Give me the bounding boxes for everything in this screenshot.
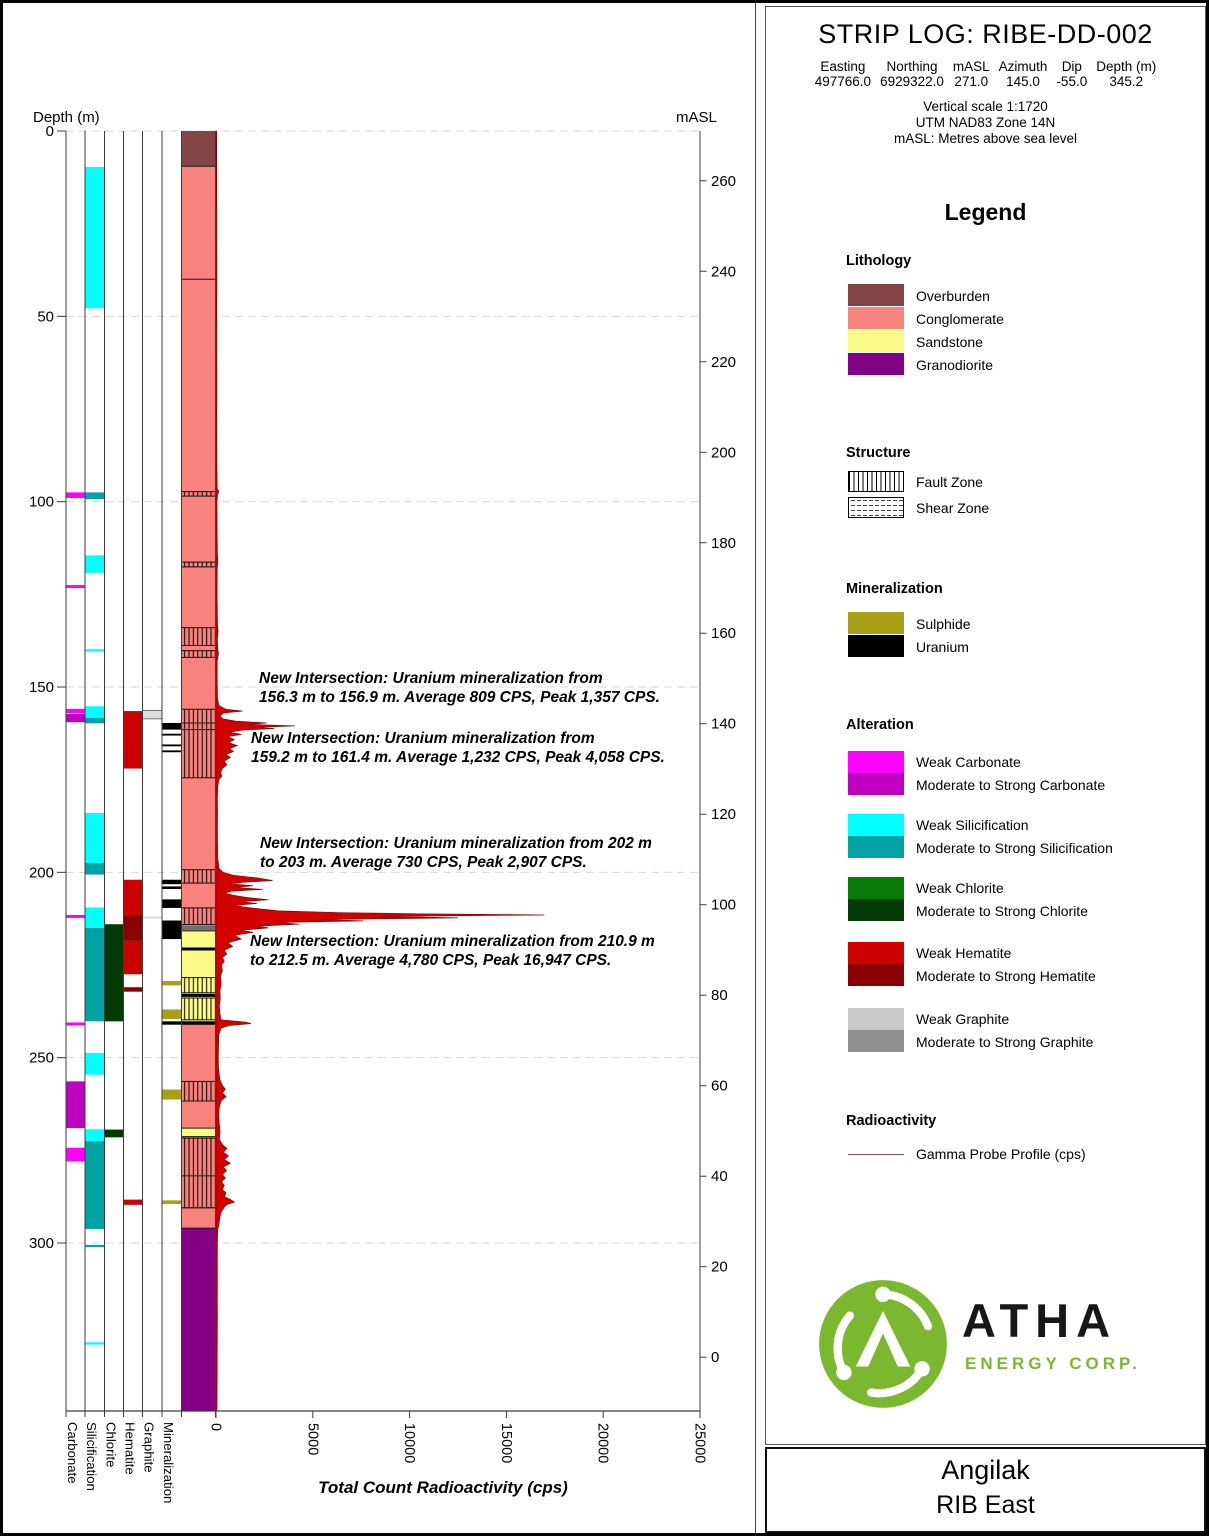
silicification-interval-weak bbox=[85, 555, 105, 572]
lith-interval-conglomerate bbox=[182, 1022, 216, 1128]
silicification-interval-weak bbox=[85, 649, 105, 651]
hematite-interval-weak bbox=[124, 1200, 143, 1205]
cps-tick-label: 15000 bbox=[497, 1423, 514, 1464]
legend-section-radioactivity: Radioactivity bbox=[846, 1113, 937, 1129]
silicification-interval-weak bbox=[85, 1053, 105, 1075]
annotation-line: New Intersection: Uranium mineralization from bbox=[251, 730, 595, 747]
track-label-chlorite: Chlorite bbox=[103, 1422, 119, 1468]
mineralization-interval-uranium bbox=[162, 880, 182, 884]
track-label-mineralization: Mineralization bbox=[161, 1422, 176, 1504]
swatch-weak-chlorite bbox=[848, 877, 904, 899]
project-name: Angilak bbox=[941, 1455, 1030, 1485]
swatch-weak-graphite bbox=[848, 1008, 904, 1030]
gamma-line-swatch bbox=[848, 1154, 904, 1155]
masl-tick-label: 20 bbox=[711, 1258, 728, 1276]
masl-tick-label: 80 bbox=[711, 987, 728, 1005]
silicification-interval-weak bbox=[85, 706, 105, 717]
fault-zone-overlay bbox=[182, 1081, 216, 1101]
silicification-interval-weak bbox=[85, 1342, 105, 1344]
lith-interval-sandstone bbox=[182, 1128, 216, 1137]
track-label-hematite: Hematite bbox=[122, 1422, 138, 1475]
carbonate-interval-weak bbox=[66, 1022, 85, 1025]
annotation-line: to 212.5 m. Average 4,780 CPS, Peak 16,947 CPS. bbox=[250, 952, 612, 969]
label-strong-carbonate: Moderate to Strong Carbonate bbox=[916, 777, 1106, 793]
label-weak-chlorite: Weak Chlorite bbox=[916, 880, 1004, 896]
masl-tick-label: 220 bbox=[711, 353, 737, 371]
hematite-interval-moderate bbox=[124, 987, 143, 991]
mineralization-interval-uranium bbox=[162, 1021, 182, 1024]
silicification-interval-moderate bbox=[85, 718, 105, 724]
field-label: Depth (m) bbox=[1096, 59, 1157, 74]
lith-interval-conglomerate bbox=[182, 166, 216, 931]
gamma-probe-profile bbox=[216, 131, 544, 1411]
mineralization-interval-uranium bbox=[162, 899, 182, 908]
brand-name: ATHA bbox=[962, 1294, 1118, 1347]
annotation-line: 159.2 m to 161.4 m. Average 1,232 CPS, Peak 4,058 CPS. bbox=[251, 749, 665, 766]
legend-panel bbox=[765, 6, 1206, 1445]
annotation-line: New Intersection: Uranium mineralization from 202 m bbox=[260, 835, 652, 852]
mineralization-interval-uranium bbox=[162, 886, 182, 889]
carbonate-interval-weak bbox=[66, 492, 85, 498]
legend-pair-hematite bbox=[766, 942, 1205, 986]
collar-info bbox=[766, 59, 1205, 89]
carbonate-interval-weak bbox=[66, 709, 85, 713]
legend-pair-chlorite bbox=[766, 877, 1205, 921]
depth-tick-label: 100 bbox=[28, 493, 54, 511]
annotation-line: to 203 m. Average 730 CPS, Peak 2,907 CPS. bbox=[260, 854, 587, 871]
silicification-interval-moderate bbox=[85, 863, 105, 874]
label-gamma-probe: Gamma Probe Profile (cps) bbox=[916, 1146, 1086, 1162]
legend-section-mineralization: Mineralization bbox=[846, 581, 943, 597]
label-weak-hematite: Weak Hematite bbox=[916, 945, 1012, 961]
annotation-intersection-3 bbox=[260, 834, 740, 872]
label-strong-hematite: Moderate to Strong Hematite bbox=[916, 968, 1096, 984]
swatch-conglomerate bbox=[848, 307, 904, 329]
masl-tick-label: 60 bbox=[711, 1077, 728, 1095]
hematite-interval-weak bbox=[124, 711, 143, 768]
swatch-shear-zone bbox=[848, 497, 904, 518]
silicification-interval-weak bbox=[85, 908, 105, 928]
legend-section-alteration: Alteration bbox=[846, 717, 914, 733]
masl-tick-label: 160 bbox=[711, 625, 737, 643]
label-conglomerate: Conglomerate bbox=[916, 311, 1004, 327]
masl-tick-label: 200 bbox=[711, 444, 737, 462]
atha-logo-icon bbox=[812, 1273, 954, 1415]
brand-subtitle: ENERGY CORP. bbox=[965, 1354, 1141, 1373]
carbonate-interval-weak bbox=[66, 585, 85, 588]
silicification-interval-moderate bbox=[85, 492, 105, 499]
legend-section-lithology: Lithology bbox=[846, 253, 912, 269]
hematite-interval-weak bbox=[124, 941, 143, 974]
swatch-strong-chlorite bbox=[848, 899, 904, 921]
depth-axis-title: Depth (m) bbox=[33, 109, 100, 126]
swatch-strong-carbonate bbox=[848, 773, 904, 795]
depth-tick-label: 200 bbox=[28, 864, 54, 882]
mineralization-interval-uranium bbox=[162, 734, 182, 736]
legend-section-structure: Structure bbox=[846, 445, 911, 461]
track-label-silicification: Silicification bbox=[84, 1422, 99, 1491]
fault-zone-overlay bbox=[182, 978, 216, 993]
track-label-graphite: Graphite bbox=[141, 1422, 157, 1473]
label-strong-graphite: Moderate to Strong Graphite bbox=[916, 1034, 1094, 1050]
annotation-line: New Intersection: Uranium mineralization from 210.9 m bbox=[250, 933, 655, 950]
masl-tick-label: 180 bbox=[711, 534, 737, 552]
lith-interval-granodiorite bbox=[182, 1228, 216, 1410]
mineralization-interval-sulphide bbox=[162, 1090, 182, 1100]
swatch-strong-graphite bbox=[848, 1030, 904, 1052]
mineralization-interval-uranium bbox=[162, 921, 182, 940]
chlorite-interval-moderate bbox=[105, 1130, 124, 1138]
mineralization-interval-uranium bbox=[162, 750, 182, 752]
cps-tick-label: 20000 bbox=[594, 1423, 611, 1464]
swatch-fault-zone bbox=[848, 471, 904, 492]
masl-tick-label: 260 bbox=[711, 172, 737, 190]
field-value: 271.0 bbox=[954, 74, 989, 89]
note-masl: mASL: Metres above sea level bbox=[893, 131, 1078, 146]
masl-axis-title: mASL bbox=[676, 109, 717, 126]
masl-tick-label: 0 bbox=[711, 1349, 720, 1367]
carbonate-interval-weak bbox=[66, 915, 85, 918]
page-title: STRIP LOG: RIBE-DD-002 bbox=[818, 19, 1153, 49]
label-weak-graphite: Weak Graphite bbox=[916, 1011, 1010, 1027]
field-label: Azimuth bbox=[998, 59, 1048, 74]
masl-tick-label: 40 bbox=[711, 1168, 728, 1186]
label-weak-carbonate: Weak Carbonate bbox=[916, 754, 1021, 770]
annotation-intersection-2 bbox=[251, 729, 731, 767]
fault-zone-overlay bbox=[182, 562, 216, 567]
label-uranium: Uranium bbox=[916, 639, 969, 655]
swatch-overburden bbox=[848, 284, 904, 306]
label-strong-silicification: Moderate to Strong Silicification bbox=[916, 840, 1113, 856]
cps-tick-label: 10000 bbox=[401, 1423, 418, 1464]
swatch-weak-silicification bbox=[848, 814, 904, 836]
silicification-interval-weak bbox=[85, 813, 105, 863]
mineralization-interval-uranium bbox=[162, 744, 182, 746]
carbonate-interval-weak bbox=[66, 1148, 85, 1162]
silicification-interval-moderate bbox=[85, 1245, 105, 1247]
legend-pair-silicification bbox=[766, 814, 1205, 858]
field-value: 497766.0 bbox=[814, 74, 872, 89]
masl-tick-label: 140 bbox=[711, 715, 737, 733]
hematite-interval-moderate bbox=[124, 915, 143, 941]
label-weak-silicification: Weak Silicification bbox=[916, 817, 1029, 833]
cps-tick-label: 0 bbox=[207, 1423, 224, 1432]
depth-tick-label: 150 bbox=[28, 679, 54, 697]
masl-tick-label: 100 bbox=[711, 896, 737, 914]
legend-title: Legend bbox=[944, 199, 1027, 225]
annotation-intersection-1 bbox=[259, 669, 739, 707]
note-scale: Vertical scale 1:1720 bbox=[923, 99, 1048, 114]
graphite-interval-weak bbox=[143, 710, 163, 719]
panel-divider bbox=[755, 3, 756, 1533]
annotation-line: New Intersection: Uranium mineralization from bbox=[259, 670, 603, 687]
depth-tick-label: 250 bbox=[28, 1049, 54, 1067]
label-sulphide: Sulphide bbox=[916, 616, 971, 632]
label-overburden: Overburden bbox=[916, 288, 990, 304]
mineralization-interval-sulphide bbox=[162, 981, 182, 985]
fault-zone-overlay bbox=[182, 998, 216, 1020]
fault-zone-overlay bbox=[182, 870, 216, 883]
swatch-sulphide bbox=[848, 612, 904, 634]
depth-tick-label: 50 bbox=[37, 308, 54, 326]
label-granodiorite: Granodiorite bbox=[916, 357, 994, 373]
fault-zone-overlay bbox=[182, 628, 216, 646]
silicification-interval-moderate bbox=[85, 1141, 105, 1229]
swatch-strong-hematite bbox=[848, 964, 904, 986]
title-block bbox=[765, 1447, 1206, 1533]
track-label-carbonate: Carbonate bbox=[65, 1422, 80, 1484]
silicification-interval-weak bbox=[85, 167, 105, 308]
silicification-interval-moderate bbox=[85, 928, 105, 1021]
field-label: mASL bbox=[952, 59, 990, 74]
mineralization-interval-uranium bbox=[162, 723, 182, 730]
label-strong-chlorite: Moderate to Strong Chlorite bbox=[916, 903, 1088, 919]
lith-gray-band bbox=[182, 926, 216, 930]
note-datum: UTM NAD83 Zone 14N bbox=[915, 115, 1056, 130]
annotation-line: 156.3 m to 156.9 m. Average 809 CPS, Peak 1,357 CPS. bbox=[259, 689, 660, 706]
map-notes bbox=[766, 99, 1205, 147]
legend-pair-graphite bbox=[766, 1008, 1205, 1052]
fault-zone-overlay bbox=[182, 1138, 216, 1208]
cps-axis-title: Total Count Radioactivity (cps) bbox=[318, 1478, 568, 1497]
label-sandstone: Sandstone bbox=[916, 334, 983, 350]
field-value: 145.0 bbox=[1006, 74, 1040, 89]
fault-zone-overlay bbox=[182, 651, 216, 658]
silicification-interval-weak bbox=[85, 1129, 105, 1141]
carbonate-interval-moderate bbox=[66, 714, 85, 722]
fault-zone-overlay bbox=[182, 709, 216, 778]
swatch-granodiorite bbox=[848, 353, 904, 375]
hematite-interval-weak bbox=[124, 880, 143, 915]
field-value: 6929322.0 bbox=[880, 74, 944, 89]
swatch-weak-hematite bbox=[848, 942, 904, 964]
field-value: 345.2 bbox=[1109, 74, 1144, 89]
depth-tick-label: 0 bbox=[45, 123, 54, 140]
strip-log-chart bbox=[3, 3, 755, 1536]
fault-zone-overlay bbox=[182, 492, 216, 496]
swatch-weak-carbonate bbox=[848, 751, 904, 773]
field-label: Easting bbox=[820, 59, 866, 74]
masl-tick-label: 240 bbox=[711, 263, 737, 281]
swatch-sandstone bbox=[848, 330, 904, 352]
fault-zone-overlay bbox=[182, 908, 216, 925]
carbonate-interval-moderate bbox=[66, 1081, 85, 1128]
mineralization-interval-sulphide bbox=[162, 1009, 182, 1019]
depth-tick-label: 300 bbox=[28, 1235, 54, 1253]
label-shear-zone: Shear Zone bbox=[916, 500, 990, 516]
cps-tick-label: 5000 bbox=[304, 1423, 321, 1456]
masl-tick-label: 120 bbox=[711, 806, 737, 824]
field-label: Northing bbox=[886, 59, 938, 74]
cps-tick-label: 25000 bbox=[691, 1423, 708, 1464]
swatch-strong-silicification bbox=[848, 836, 904, 858]
field-value: -55.0 bbox=[1056, 74, 1088, 89]
label-fault-zone: Fault Zone bbox=[916, 474, 983, 490]
chlorite-interval-moderate bbox=[105, 924, 124, 1021]
graphite-interval-weak bbox=[143, 916, 163, 918]
area-name: RIB East bbox=[936, 1491, 1035, 1519]
annotation-intersection-4 bbox=[250, 932, 730, 970]
field-label: Dip bbox=[1061, 59, 1082, 74]
swatch-uranium bbox=[848, 635, 904, 657]
legend-pair-carbonate bbox=[766, 751, 1205, 795]
mineralization-interval-sulphide bbox=[162, 1200, 182, 1204]
lith-interval-overburden bbox=[182, 131, 216, 166]
